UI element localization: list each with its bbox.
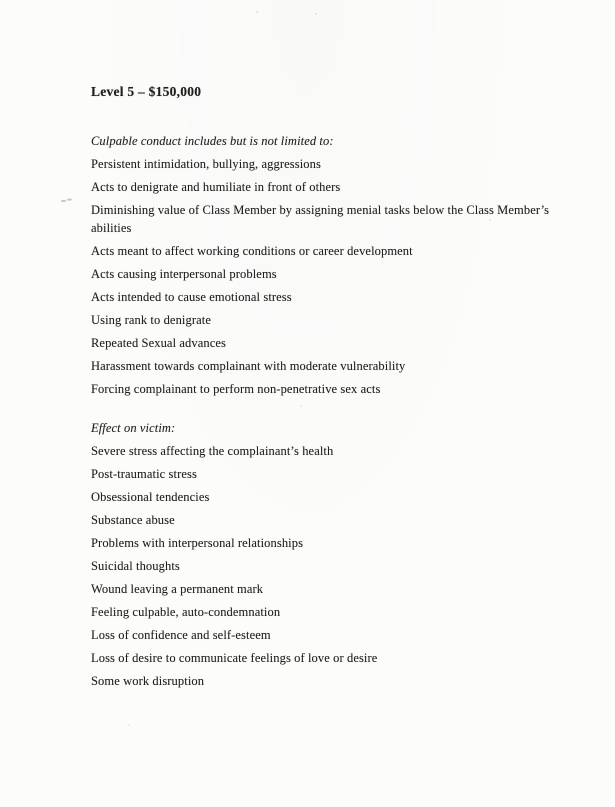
section-heading-effect-on-victim: Effect on victim:	[91, 421, 176, 435]
scan-speck	[256, 11, 258, 13]
list-item: Acts meant to affect working conditions or career development	[91, 244, 413, 258]
list-item: Suicidal thoughts	[91, 559, 180, 573]
scan-artifact-margin-mark	[61, 200, 66, 202]
list-item: Acts intended to cause emotional stress	[91, 290, 292, 304]
list-item: Harassment towards complainant with moderate vulnerability	[91, 359, 406, 373]
list-item: Obsessional tendencies	[91, 490, 210, 504]
list-item: Wound leaving a permanent mark	[91, 582, 264, 596]
list-item: Repeated Sexual advances	[91, 336, 226, 350]
scan-speck	[128, 724, 130, 726]
list-item: Acts to denigrate and humiliate in front of others	[91, 180, 341, 194]
list-item: Some work disruption	[91, 674, 205, 688]
list-item: Post-traumatic stress	[91, 467, 197, 481]
list-item: Using rank to denigrate	[91, 313, 211, 327]
list-item: Loss of desire to communicate feelings of love or desire	[91, 651, 378, 665]
list-item: Forcing complainant to perform non-penetrative sex acts	[91, 382, 381, 396]
list-item: Substance abuse	[91, 513, 175, 527]
effect-on-victim-list	[91, 442, 563, 690]
section-heading-culpable-conduct: Culpable conduct includes but is not limited to:	[91, 134, 334, 148]
list-item: Diminishing value of Class Member by assigning menial tasks below the Class Member’s abilities	[91, 203, 550, 235]
page-title: Level 5 – $150,000	[91, 84, 202, 99]
list-item: Loss of confidence and self-esteem	[91, 628, 271, 642]
document-content	[91, 83, 563, 695]
scan-speck	[315, 13, 317, 15]
culpable-conduct-list	[91, 155, 563, 398]
scan-speck	[300, 405, 302, 407]
list-item: Acts causing interpersonal problems	[91, 267, 277, 281]
list-item: Feeling culpable, auto-condemnation	[91, 605, 281, 619]
list-item: Problems with interpersonal relationships	[91, 536, 304, 550]
list-item: Severe stress affecting the complainant’s health	[91, 444, 334, 458]
list-item: Persistent intimidation, bullying, aggressions	[91, 157, 321, 171]
scan-speck	[489, 219, 491, 221]
